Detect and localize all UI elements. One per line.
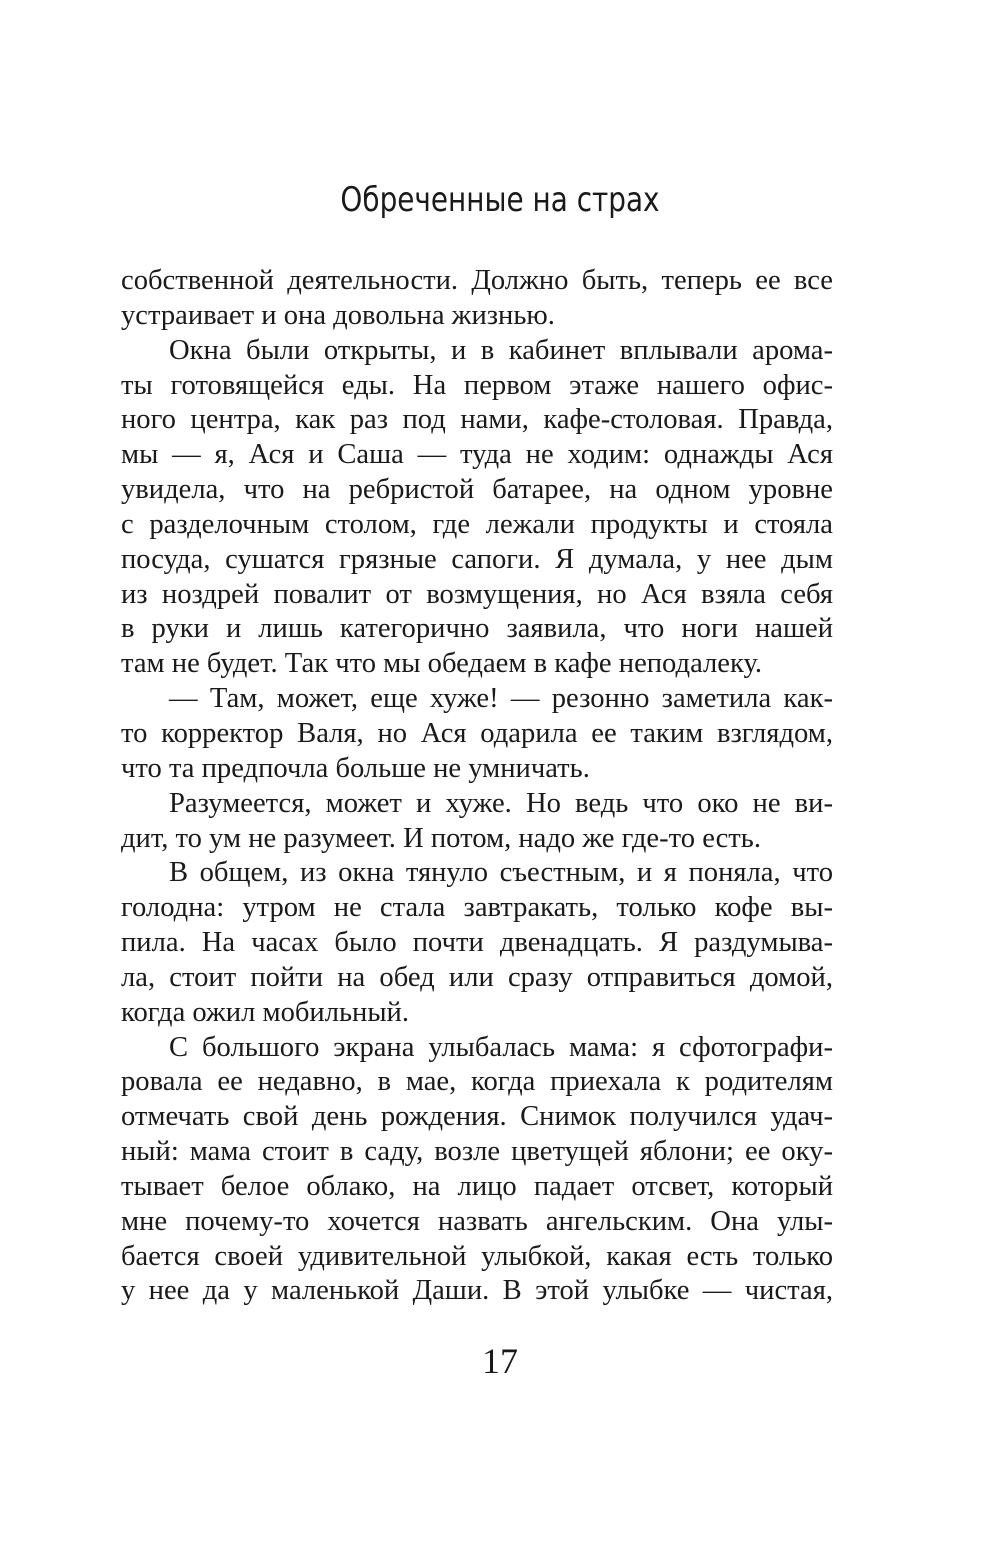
page-number: 17 bbox=[482, 1341, 518, 1381]
text-line: увидела, что на ребристой батарее, на одном уровне bbox=[121, 474, 833, 506]
body-text bbox=[121, 264, 833, 1309]
text-line: ный: мама стоит в саду, возле цветущей яблони; ее оку- bbox=[121, 1136, 833, 1168]
text-line: устраивает и она довольна жизнью. bbox=[121, 299, 555, 331]
text-line: с разделочным столом, где лежали продукты и стояла bbox=[121, 508, 833, 540]
text-line: из ноздрей повалит от возмущения, но Ася взяла себя bbox=[121, 578, 833, 610]
text-line: мы — я, Ася и Саша — туда не ходим: однажды Ася bbox=[121, 439, 833, 471]
text-line: дит, то ум не разумеет. И потом, надо же где-то есть. bbox=[121, 822, 761, 854]
text-line: ровала ее недавно, в мае, когда приехала к родителям bbox=[121, 1066, 833, 1098]
text-line: Разумеется, может и хуже. Но ведь что око не ви- bbox=[169, 787, 833, 819]
text-line: отмечать свой день рождения. Снимок получился удач- bbox=[121, 1101, 833, 1133]
text-line: ного центра, как раз под нами, кафе-столовая. Правда, bbox=[121, 404, 833, 436]
text-line: пила. На часах было почти двенадцать. Я раздумыва- bbox=[121, 927, 833, 959]
text-line: ты готовящейся еды. На первом этаже нашего офис- bbox=[121, 369, 833, 401]
running-title: Обреченные на страх bbox=[340, 180, 660, 220]
text-line: когда ожил мобильный. bbox=[121, 996, 410, 1028]
text-line: Окна были открыты, и в кабинет вплывали арома- bbox=[169, 334, 833, 366]
text-line: то корректор Валя, но Ася одарила ее таким взглядом, bbox=[121, 717, 833, 749]
text-line: В общем, из окна тянуло съестным, и я поняла, что bbox=[169, 857, 833, 889]
text-line: посуда, сушатся грязные сапоги. Я думала, у нее дым bbox=[121, 543, 833, 575]
text-line: собственной деятельности. Должно быть, теперь ее все bbox=[121, 265, 833, 296]
text-line: С большого экрана улыбалась мама: я сфотографи- bbox=[169, 1031, 833, 1063]
text-line: в руки и лишь категорично заявила, что ноги нашей bbox=[121, 613, 833, 645]
text-line: у нее да у маленькой Даши. В этой улыбке — чистая, bbox=[121, 1275, 833, 1307]
text-line: — Там, может, еще хуже! — резонно заметила как- bbox=[169, 683, 833, 715]
text-line: там не будет. Так что мы обедаем в кафе неподалеку. bbox=[121, 648, 763, 680]
text-line: ла, стоит пойти на обед или сразу отправиться домой, bbox=[121, 961, 833, 993]
text-line: что та предпочла больше не умничать. bbox=[121, 752, 590, 784]
text-line: мне почему-то хочется назвать ангельским. Она улы- bbox=[121, 1205, 833, 1237]
text-line: бается своей удивительной улыбкой, какая есть только bbox=[121, 1240, 833, 1272]
text-line: голодна: утром не стала завтракать, только кофе вы- bbox=[121, 892, 833, 924]
text-line: тывает белое облако, на лицо падает отсвет, который bbox=[121, 1170, 833, 1202]
